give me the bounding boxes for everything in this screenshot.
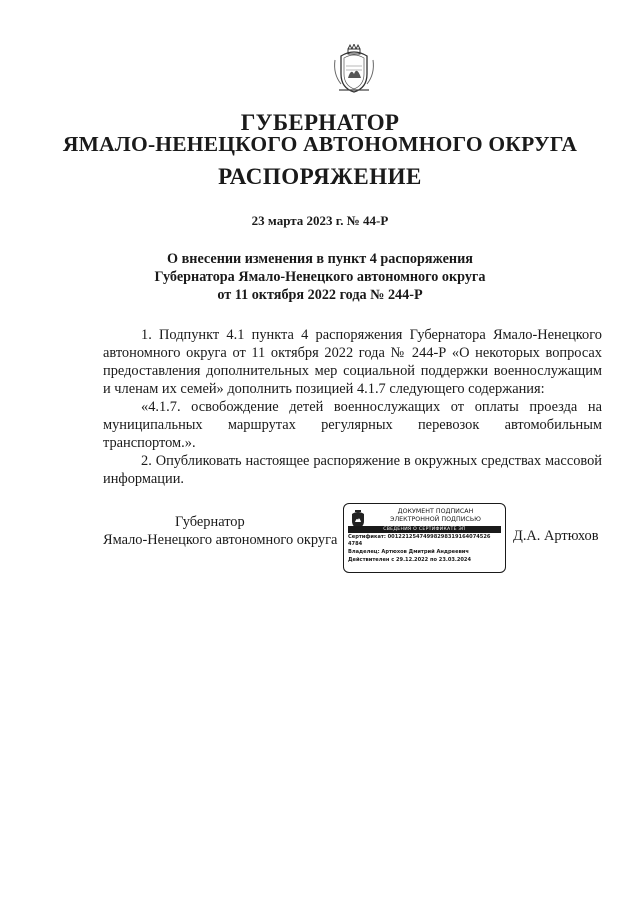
date-number: 23 марта 2023 г. № 44-Р	[251, 213, 389, 228]
stamp-header	[368, 508, 503, 524]
signatory-region: Ямало-Ненецкого автономного округа	[103, 532, 338, 548]
stamp-cert-bar: СВЕДЕНИЯ О СЕРТИФИКАТЕ ЭП	[348, 526, 501, 533]
signatory-position	[103, 513, 343, 549]
body-paragraph-3: 2. Опубликовать настоящее распоряжение в окружных средствах массовой информации.	[103, 453, 602, 487]
subject-line: Губернатора Ямало-Ненецкого автономного округа	[154, 269, 486, 285]
electronic-signature-stamp	[343, 503, 506, 573]
stamp-cert-cont: 4784	[348, 540, 363, 547]
stamp-line: ЭЛЕКТРОННОЙ ПОДПИСЬЮ	[390, 516, 481, 523]
stamp-owner: Владелец: Артюхов Дмитрий Андреевич	[348, 548, 469, 555]
subject-line: от 11 октября 2022 года № 244-Р	[217, 287, 423, 303]
header-region: ЯМАЛО-НЕНЕЦКОГО АВТОНОМНОГО ОКРУГА	[62, 132, 578, 156]
document-subject	[0, 250, 640, 304]
stamp-info	[348, 535, 503, 564]
body-paragraph-2: «4.1.7. освобождение детей военнослужащих от оплаты проезда на муниципальных маршрутах регулярных перевозок автомобильным транспортом.».	[103, 399, 602, 451]
body-paragraph-1: 1. Подпункт 4.1 пункта 4 распоряжения Губернатора Ямало-Ненецкого автономного округа от 11 октября 2022 года № 244-Р «О некоторых вопросах предоставления дополнительных мер социальной поддержки военнослужащим и членам их семей» дополнить позицией 4.1.7 следующего содержания:	[103, 327, 602, 397]
stamp-line: ДОКУМЕНТ ПОДПИСАН	[397, 508, 474, 515]
signatory-title: Губернатор	[175, 514, 245, 530]
signatory-name: Д.А. Артюхов	[513, 528, 599, 544]
coat-of-arms-icon	[331, 44, 377, 94]
document-type: РАСПОРЯЖЕНИЕ	[218, 164, 422, 189]
header-title: ГУБЕРНАТОР	[240, 110, 400, 135]
subject-line: О внесении изменения в пункт 4 распоряжения	[167, 251, 473, 267]
document-body	[103, 326, 602, 488]
stamp-valid: Действителен с 29.12.2022 по 23.03.2024	[348, 556, 472, 563]
stamp-cert: Сертификат: 00122125474998298319164074526	[348, 534, 491, 540]
